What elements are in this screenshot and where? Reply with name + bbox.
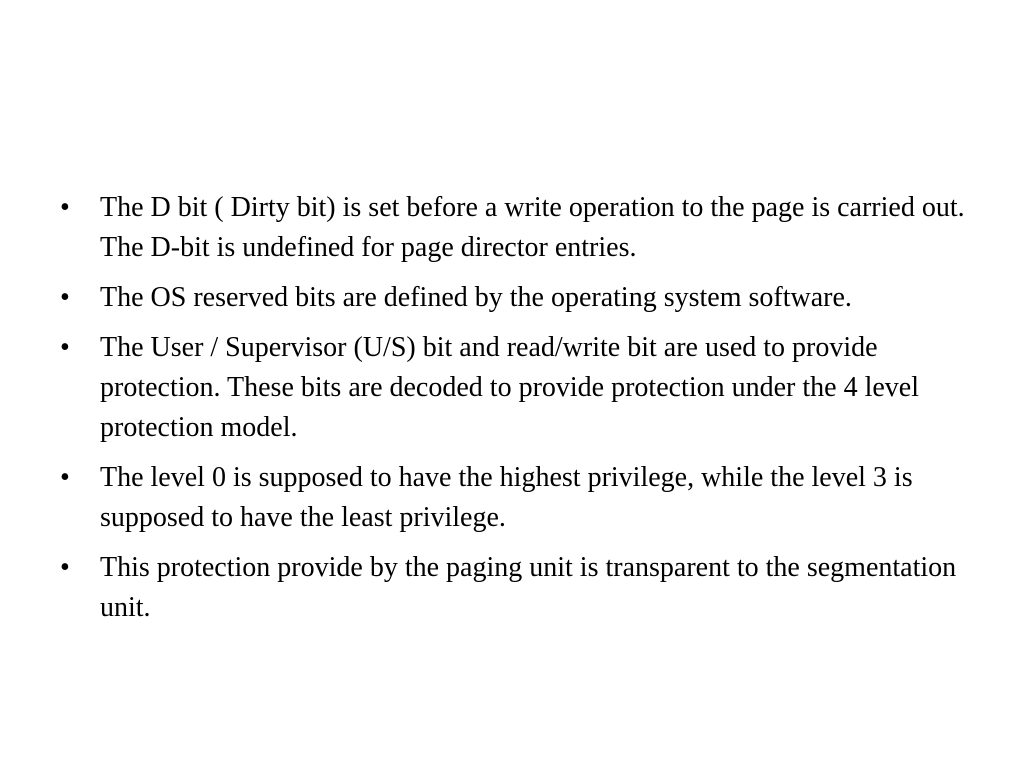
bullet-icon: • <box>60 332 70 363</box>
bullet-item-paging-protection <box>60 548 980 628</box>
bullet-item-dirty-bit <box>60 188 980 268</box>
bullet-text: The level 0 is supposed to have the highest privilege, while the level 3 is supposed to have the least privilege. <box>100 462 913 533</box>
bullet-icon: • <box>60 552 70 583</box>
bullet-item-os-reserved-bits <box>60 278 980 318</box>
bullet-text: This protection provide by the paging unit is transparent to the segmentation unit. <box>100 552 957 623</box>
bullet-text: The OS reserved bits are defined by the operating system software. <box>100 282 852 313</box>
bullet-item-user-supervisor-bit <box>60 328 980 448</box>
bullet-icon: • <box>60 192 70 223</box>
bullet-icon: • <box>60 282 70 313</box>
bullet-text: The D bit ( Dirty bit) is set before a write operation to the page is carried out. The D-bit is undefined for page director entries. <box>100 192 965 263</box>
bullet-icon: • <box>60 462 70 493</box>
bullet-list <box>60 188 980 638</box>
bullet-item-privilege-levels <box>60 458 980 538</box>
bullet-text: The User / Supervisor (U/S) bit and read/write bit are used to provide protection. These bits are decoded to provide protection under the 4 level protection model. <box>100 332 919 443</box>
